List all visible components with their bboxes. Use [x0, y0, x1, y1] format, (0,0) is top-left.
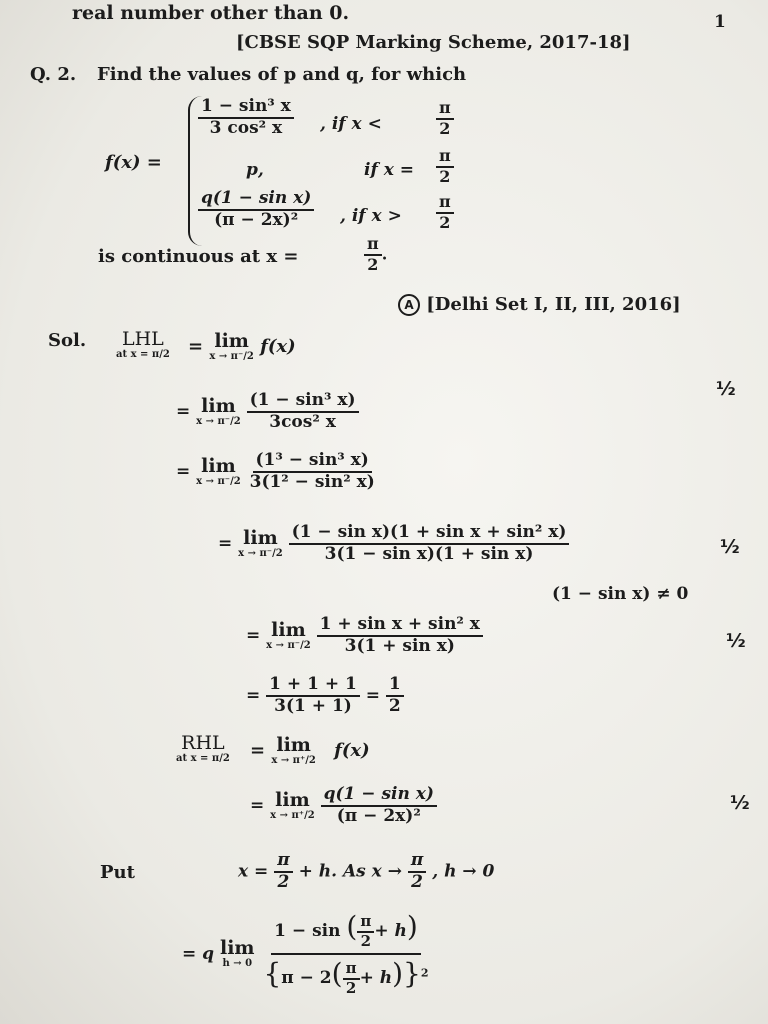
step-5: = $\frac{1 + 1 + 1}{3(1 + 1)}$ = $\frac{1}{2}$	[246, 676, 404, 716]
case-2-condition: if x =	[364, 160, 414, 180]
source-citation-2: A [Delhi Set I, II, III, 2016]	[398, 294, 681, 316]
put-label: Put	[100, 862, 135, 883]
final-expression: = q lim h → 0 1 − sin ( $\frac{\pi}{2}$ + h) {π − 2( $\frac{\pi}{2}$ + h)}$^2$	[182, 910, 429, 997]
step-note: (1 − sin x) ≠ 0	[552, 584, 689, 604]
function-label: f(x) =	[105, 152, 162, 173]
question-prompt: Find the values of p and q, for which	[97, 64, 467, 85]
step-3: = lim x → π⁻/2 $\frac{\text{(1 − sin x)(1 + sin x + sin² x)}}{\text{3(1 − sin x)(1 + sin x)}}$	[218, 524, 569, 564]
lhl-limit: = lim x → π⁻/2 f(x)	[188, 330, 296, 362]
lhl-label: LHL at x = π/2	[116, 328, 170, 360]
mark-half-1: ½	[716, 378, 736, 400]
case-3-condition: , if x >	[340, 206, 402, 226]
mark-half-2: ½	[720, 536, 740, 558]
case-3-fraction: $\frac{\text{q(1 − sin x)}}{\text{(π − 2x)²}}$	[198, 190, 314, 230]
case-1-condition: , if x <	[320, 114, 382, 134]
question-number: Q. 2.	[30, 64, 77, 85]
solution-label: Sol.	[48, 330, 87, 351]
mark-half-4: ½	[730, 792, 750, 814]
rhl-limit: = lim x → π⁺/2 f(x)	[250, 734, 370, 766]
case-1-pi-over-2: $\frac{\pi}{2}$	[436, 100, 454, 138]
continuity-statement: is continuous at x =	[98, 246, 299, 267]
step-2: = lim x → π⁻/2 $\frac{\text{(1³ − sin³ x)}}{\text{3(1² − sin² x)}}$	[176, 450, 375, 492]
case-2-pi-over-2: $\frac{\pi}{2}$	[436, 148, 454, 186]
rhl-step-1: = lim x → π⁺/2 $\frac{\text{q(1 − sin x)}}{\text{(π − 2x)²}}$	[250, 786, 437, 826]
analysis-badge-icon: A	[398, 294, 420, 316]
case-2-value: p,	[246, 160, 264, 180]
step-1: = lim x → π⁻/2 $\frac{\text{(1 − sin³ x)}}{\text{3cos² x}}$	[176, 392, 359, 432]
rhl-label: RHL at x = π/2	[176, 732, 230, 764]
case-3-pi-over-2: $\frac{\pi}{2}$	[436, 194, 454, 232]
case-1-fraction: $\frac{\text{1 − sin³ x}}{\text{3 cos² x}}$	[198, 98, 294, 138]
previous-answer-text: real number other than 0.	[72, 2, 350, 24]
marks-label: 1	[714, 12, 726, 32]
step-4: = lim x → π⁻/2 $\frac{\text{1 + sin x + sin² x}}{\text{3(1 + sin x)}}$	[246, 616, 483, 656]
continuity-point: $\frac{\pi}{2}$ .	[364, 236, 387, 274]
substitution: x = $\frac{\pi}{2}$ + h. As x → $\frac{\pi}{2}$ , h → 0	[238, 850, 495, 892]
source-citation: [CBSE SQP Marking Scheme, 2017-18]	[236, 32, 631, 53]
mark-half-3: ½	[726, 630, 746, 652]
